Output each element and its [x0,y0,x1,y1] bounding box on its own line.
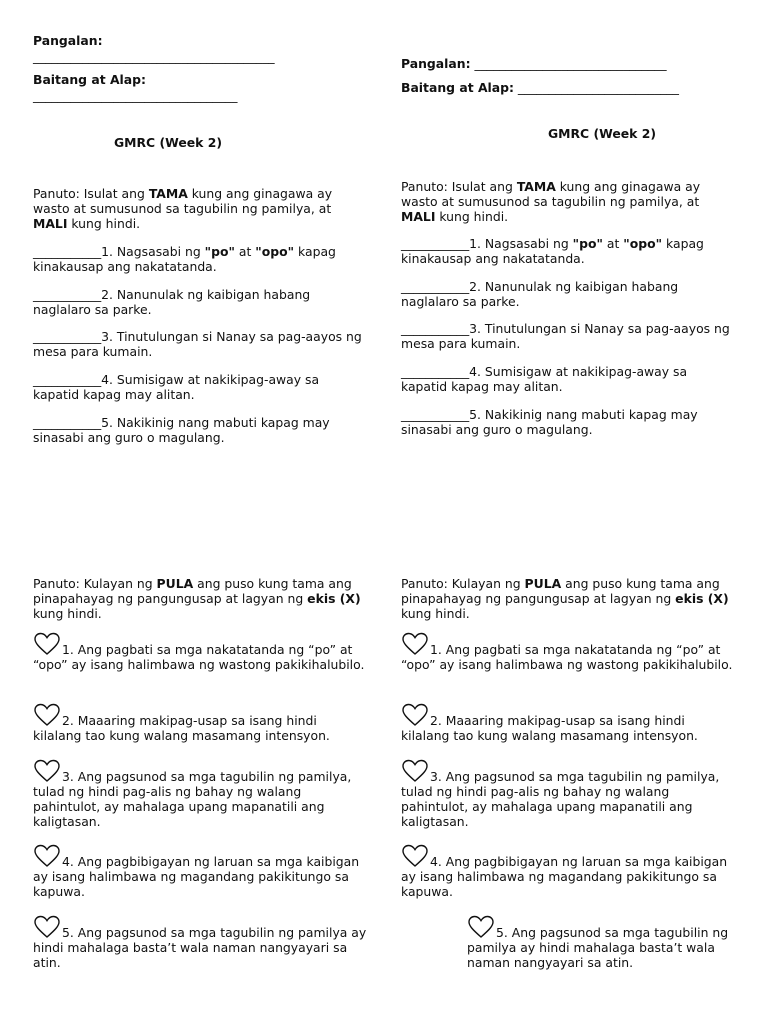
list-item: ___________1. Nagsasabi ng "po" at "opo" kapag kinakausap ang nakatatanda. [33,244,336,274]
heart-outline-icon[interactable] [33,703,61,727]
heart-outline-icon[interactable] [33,759,61,783]
heart-outline-icon[interactable] [401,703,429,727]
heart-item: 3. Ang pagsunod sa mga tagubilin ng pamilya, tulad ng hindi pag-alis ng bahay ng walang pahintulot, ay mahalaga upang mapanatili ang kaligtasan. [33,759,369,829]
instructions-1: Panuto: Isulat ang TAMA kung ang ginagawa ay wasto at sumusunod sa tagubilin ng pamilya, at MALI kung hindi. [401,179,701,224]
grade-line: _________________________________ [33,88,238,103]
heart-item: 5. Ang pagsunod sa mga tagubilin ng pamilya ay hindi mahalaga basta’t wala naman nangyayari sa atin. [33,915,369,970]
heart-outline-icon[interactable] [401,844,429,868]
list-item: ___________2. Nanunulak ng kaibigan habang naglalaro sa parke. [33,287,311,317]
heart-outline-icon[interactable] [401,759,429,783]
instructions-2: Panuto: Kulayan ng PULA ang puso kung tama ang pinapahayag ng pangungusap at lagyan ng ekis (X) kung hindi. [33,576,361,621]
grade-label: Baitang at Alap: [33,72,146,87]
name-row: Pangalan: _______________________________ [401,56,667,71]
list-item: ___________5. Nakikinig nang mabuti kapag may sinasabi ang guro o magulang. [33,415,330,445]
list-item: ___________2. Nanunulak ng kaibigan habang naglalaro sa parke. [401,279,679,309]
heart-item: 2. Maaaring makipag-usap sa isang hindi kilalang tao kung walang masamang intensyon. [33,703,369,743]
heart-item: 3. Ang pagsunod sa mga tagubilin ng pamilya, tulad ng hindi pag-alis ng bahay ng walang pahintulot, ay mahalaga upang mapanatili ang kaligtasan. [401,759,737,829]
heart-outline-icon[interactable] [33,844,61,868]
heart-item: 5. Ang pagsunod sa mga tagubilin ng pamilya ay hindi mahalaga basta’t wala naman nangyayari sa atin. [467,915,747,970]
heart-item: 4. Ang pagbibigayan ng laruan sa mga kaibigan ay isang halimbawa ng magandang pakikitungo sa kapuwa. [401,844,737,899]
instructions-1: Panuto: Isulat ang TAMA kung ang ginagawa ay wasto at sumusunod sa tagubilin ng pamilya, at MALI kung hindi. [33,186,333,231]
heart-item: 1. Ang pagbati sa mga nakatatanda ng “po” at “opo” ay isang halimbawa ng wastong pakikihalubilo. [401,632,737,672]
list-item: ___________1. Nagsasabi ng "po" at "opo" kapag kinakausap ang nakatatanda. [401,236,704,266]
heart-item: 1. Ang pagbati sa mga nakatatanda ng “po” at “opo” ay isang halimbawa ng wastong pakikihalubilo. [33,632,369,672]
list-item: ___________5. Nakikinig nang mabuti kapag may sinasabi ang guro o magulang. [401,407,698,437]
list-item: ___________4. Sumisigaw at nakikipag-away sa kapatid kapag may alitan. [401,364,688,394]
heart-outline-icon[interactable] [33,632,61,656]
name-label: Pangalan: [33,33,103,48]
instructions-2: Panuto: Kulayan ng PULA ang puso kung tama ang pinapahayag ng pangungusap at lagyan ng ekis (X) kung hindi. [401,576,729,621]
page-title: GMRC (Week 2) [114,135,222,150]
list-item: ___________3. Tinutulungan si Nanay sa pag-aayos ng mesa para kumain. [401,321,730,351]
list-item: ___________3. Tinutulungan si Nanay sa pag-aayos ng mesa para kumain. [33,329,362,359]
list-item: ___________4. Sumisigaw at nakikipag-away sa kapatid kapag may alitan. [33,372,320,402]
heart-outline-icon[interactable] [467,915,495,939]
grade-row: Baitang at Alap: __________________________ [401,80,679,95]
heart-outline-icon[interactable] [401,632,429,656]
name-line: _______________________________________ [33,49,275,64]
heart-outline-icon[interactable] [33,915,61,939]
heart-item: 2. Maaaring makipag-usap sa isang hindi kilalang tao kung walang masamang intensyon. [401,703,737,743]
heart-item: 4. Ang pagbibigayan ng laruan sa mga kaibigan ay isang halimbawa ng magandang pakikitungo sa kapuwa. [33,844,369,899]
page-title: GMRC (Week 2) [548,126,656,141]
